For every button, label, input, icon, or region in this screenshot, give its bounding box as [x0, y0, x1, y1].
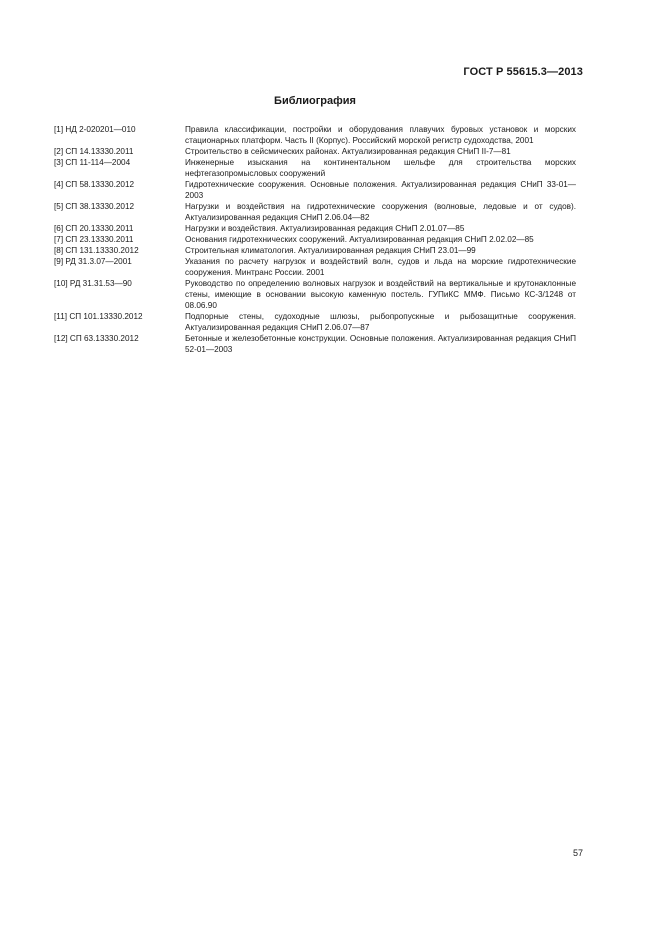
bibliography-entry [54, 124, 576, 146]
bibliography-text: Бетонные и железобетонные конструкции. Основные положения. Актуализированная редакция СНиП 52-01—2003 [185, 334, 576, 354]
bibliography-entry [54, 201, 576, 223]
bibliography-code: [10] РД 31.31.53—90 [54, 279, 132, 288]
bibliography-code: [9] РД 31.3.07—2001 [54, 257, 132, 266]
bibliography-entry [54, 179, 576, 201]
bibliography-text: Нагрузки и воздействия на гидротехнические сооружения (волновые, ледовые и от судов). Актуализированная редакция СНиП 2.06.04—82 [185, 202, 576, 222]
bibliography-text: Нагрузки и воздействия. Актуализированная редакция СНиП 2.01.07—85 [185, 224, 465, 233]
bibliography-text: Подпорные стены, судоходные шлюзы, рыбопропускные и рыбозащитные сооружения. Актуализированная редакция СНиП 2.06.07—87 [185, 312, 576, 332]
bibliography-code: [3] СП 11-114—2004 [54, 158, 131, 167]
bibliography-entry [54, 146, 576, 157]
page-number: 57 [572, 848, 583, 858]
bibliography-text: Строительная климатология. Актуализированная редакция СНиП 23.01—99 [185, 246, 476, 255]
bibliography-entry [54, 157, 576, 179]
bibliography-entry [54, 333, 576, 355]
bibliography-code: [12] СП 63.13330.2012 [54, 334, 139, 343]
bibliography-entry [54, 256, 576, 278]
bibliography-entry [54, 245, 576, 256]
section-title: Библиография [274, 95, 356, 107]
document-code: ГОСТ Р 55615.3—2013 [463, 66, 583, 78]
bibliography-entry [54, 311, 576, 333]
bibliography-text: Указания по расчету нагрузок и воздействий волн, судов и льда на морские гидротехнические сооружения. Минтранс России. 2001 [185, 257, 576, 277]
bibliography-text: Руководство по определению волновых нагрузок и воздействий на вертикальные и крутонаклонные стены, имеющие в основании высокую каменную постель. ГУПиКС ММФ. Письмо КС-3/1248 от 08.06.90 [185, 279, 576, 310]
bibliography-code: [5] СП 38.13330.2012 [54, 202, 135, 211]
bibliography-entry [54, 278, 576, 311]
bibliography-text: Строительство в сейсмических районах. Актуализированная редакция СНиП II-7—81 [185, 147, 511, 156]
bibliography-code: [7] СП 23.13330.2011 [54, 235, 134, 244]
bibliography-code: [4] СП 58.13330.2012 [54, 180, 135, 189]
bibliography-entry [54, 223, 576, 234]
bibliography-entry [54, 234, 576, 245]
bibliography-text: Инженерные изыскания на континентальном шельфе для строительства морских нефтегазопромысловых сооружений [185, 158, 576, 178]
bibliography-code: [11] СП 101.13330.2012 [54, 312, 143, 321]
bibliography-text: Основания гидротехнических сооружений. Актуализированная редакция СНиП 2.02.02—85 [185, 235, 534, 244]
bibliography-text: Гидротехнические сооружения. Основные положения. Актуализированная редакция СНиП 33-01—2003 [185, 180, 576, 200]
bibliography-code: [1] НД 2-020201—010 [54, 125, 136, 134]
bibliography-list [54, 124, 576, 355]
bibliography-code: [6] СП 20.13330.2011 [54, 224, 134, 233]
bibliography-code: [8] СП 131.13330.2012 [54, 246, 139, 255]
bibliography-text: Правила классификации, постройки и оборудования плавучих буровых установок и морских стационарных платформ. Часть II (Корпус). Российский морской регистр судоходства, 2001 [185, 125, 576, 145]
bibliography-code: [2] СП 14.13330.2011 [54, 147, 134, 156]
